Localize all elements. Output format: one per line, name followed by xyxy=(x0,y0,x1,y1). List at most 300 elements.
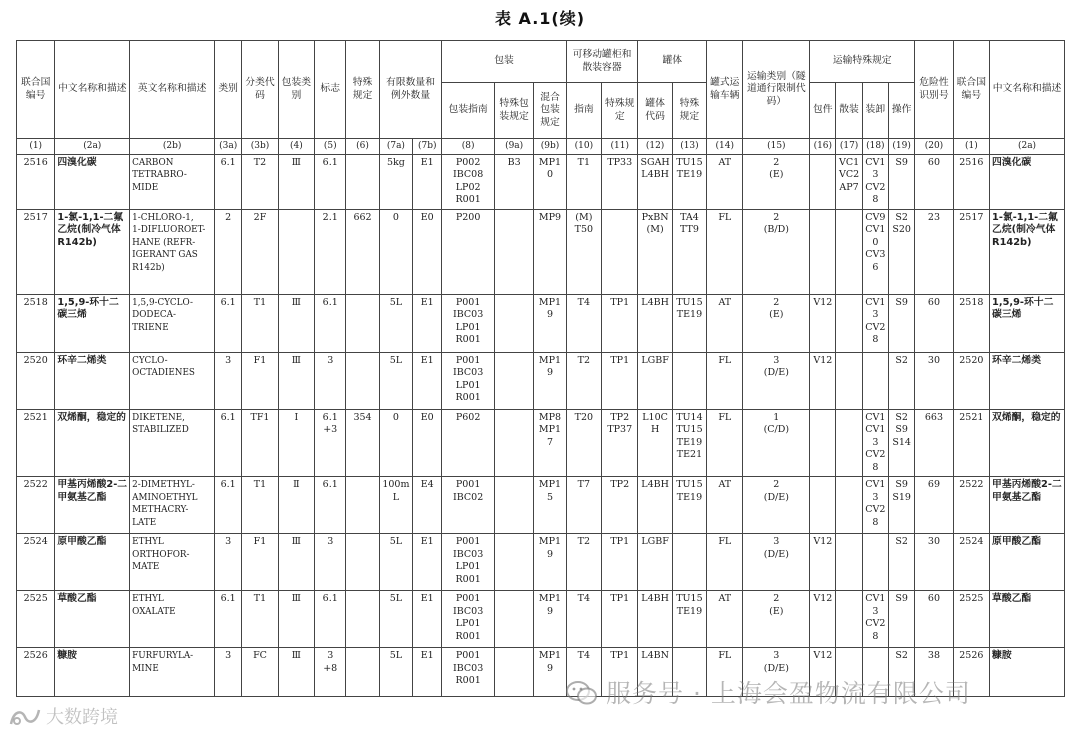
table-cell: TP1 xyxy=(602,591,638,648)
table-cell: TP1 xyxy=(602,648,638,697)
header-pack-special: 特殊包装规定 xyxy=(494,83,533,139)
table-cell: 100mL xyxy=(379,477,412,534)
table-cell: 2.1 xyxy=(315,209,346,294)
table-cell xyxy=(278,209,314,294)
table-cell: 2 (E) xyxy=(743,154,810,209)
table-cell: 662 xyxy=(346,209,379,294)
table-cell: 2 (E) xyxy=(743,591,810,648)
table-cell: Ⅲ xyxy=(278,591,314,648)
table-cell: P001 IBC03 LP01 R001 xyxy=(442,534,495,591)
table-cell xyxy=(672,534,706,591)
table-cell: 3 (D/E) xyxy=(743,648,810,697)
table-cell: TU15 TE19 xyxy=(672,294,706,352)
header-hazard-id: 危险性识别号 xyxy=(915,41,953,139)
table-cell: FL xyxy=(707,648,743,697)
table-cell xyxy=(836,209,862,294)
table-cell: 2517 xyxy=(953,209,989,294)
table-cell: 2F xyxy=(242,209,278,294)
header-labels: 标志 xyxy=(315,41,346,139)
header-packaging: 包装 xyxy=(442,41,566,83)
header-st-pack: 包件 xyxy=(810,83,836,139)
header-tank-code: 罐体代码 xyxy=(638,83,672,139)
column-number: (17) xyxy=(836,139,862,155)
column-number: (5) xyxy=(315,139,346,155)
header-tank-special: 特殊规定 xyxy=(672,83,706,139)
table-cell: 2524 xyxy=(953,534,989,591)
table-cell: T4 xyxy=(566,591,601,648)
table-cell xyxy=(836,534,862,591)
header-st-bulk: 散装 xyxy=(836,83,862,139)
table-cell xyxy=(494,409,533,477)
table-cell: 2520 xyxy=(17,352,55,409)
table-cell: 6.1 xyxy=(315,294,346,352)
table-cell: 3 xyxy=(315,534,346,591)
table-cell: 2516 xyxy=(17,154,55,209)
table-cell: P200 xyxy=(442,209,495,294)
table-cell: 1-CHLORO-1, 1-DIFLUOROET- HANE (REFR- IGERANT GAS R142b) xyxy=(130,209,215,294)
table-cell: TU15 TE19 xyxy=(672,477,706,534)
wechat-icon xyxy=(566,680,598,706)
table-cell xyxy=(836,409,862,477)
table-cell: T2 xyxy=(566,352,601,409)
table-cell: FL xyxy=(707,209,743,294)
table-cell: 2 (E) xyxy=(743,294,810,352)
table-cell: 5L xyxy=(379,294,412,352)
header-class: 类别 xyxy=(215,41,242,139)
header-portable-tank: 可移动罐柜和散装容器 xyxy=(566,41,638,83)
table-cell: FURFURYLA- MINE xyxy=(130,648,215,697)
table-cell: 3 (D/E) xyxy=(743,352,810,409)
column-number: (13) xyxy=(672,139,706,155)
table-cell xyxy=(494,294,533,352)
table-cell: 5L xyxy=(379,591,412,648)
table-cell: 6.1 xyxy=(215,477,242,534)
table-cell xyxy=(602,209,638,294)
table-cell: (M) T50 xyxy=(566,209,601,294)
table-cell: E1 xyxy=(413,534,442,591)
table-cell xyxy=(494,591,533,648)
table-cell xyxy=(346,591,379,648)
table-cell: 2 xyxy=(215,209,242,294)
table-cell: E0 xyxy=(413,409,442,477)
table-cell xyxy=(346,534,379,591)
table-cell: 1,5,9-CYCLO- DODECA- TRIENE xyxy=(130,294,215,352)
table-cell: T1 xyxy=(566,154,601,209)
table-cell: T2 xyxy=(566,534,601,591)
table-cell xyxy=(494,648,533,697)
table-cell: PxBN (M) xyxy=(638,209,672,294)
table-cell: FL xyxy=(707,534,743,591)
table-cell: 2516 xyxy=(953,154,989,209)
table-cell: P001 IBC03 LP01 R001 xyxy=(442,352,495,409)
table-cell: 2520 xyxy=(953,352,989,409)
column-number: (19) xyxy=(888,139,914,155)
header-name-en: 英文名称和描述 xyxy=(130,41,215,139)
table-cell: 甲基丙烯酸2-二甲氨基乙酯 xyxy=(990,477,1065,534)
table-cell: 5L xyxy=(379,648,412,697)
column-number: (12) xyxy=(638,139,672,155)
table-cell: Ⅲ xyxy=(278,534,314,591)
table-cell: S9 xyxy=(888,591,914,648)
table-cell: F1 xyxy=(242,534,278,591)
column-number: (2a) xyxy=(990,139,1065,155)
table-body xyxy=(17,154,1065,697)
table-cell: L4BH xyxy=(638,294,672,352)
table-cell: V12 xyxy=(810,648,836,697)
table-cell: E1 xyxy=(413,591,442,648)
table-cell: AT xyxy=(707,154,743,209)
table-cell: FL xyxy=(707,409,743,477)
table-cell: LGBF xyxy=(638,534,672,591)
table-cell: 2526 xyxy=(17,648,55,697)
header-name-zh: 中文名称和描述 xyxy=(55,41,130,139)
table-cell: 60 xyxy=(915,154,953,209)
table-cell: E1 xyxy=(413,154,442,209)
header-limited-qty: 有限数量和例外数量 xyxy=(379,41,442,139)
table-cell: E4 xyxy=(413,477,442,534)
table-cell: 2517 xyxy=(17,209,55,294)
column-number: (3a) xyxy=(215,139,242,155)
column-number: (2a) xyxy=(55,139,130,155)
table-cell: 1,5,9-环十二碳三烯 xyxy=(55,294,130,352)
table-cell: 0 xyxy=(379,209,412,294)
table-cell: S9 xyxy=(888,294,914,352)
table-cell: V12 xyxy=(810,352,836,409)
table-row xyxy=(17,534,1065,591)
table-cell: AT xyxy=(707,294,743,352)
table-cell: 2518 xyxy=(17,294,55,352)
table-cell xyxy=(346,352,379,409)
table-cell: 0 xyxy=(379,409,412,477)
table-cell: 四溴化碳 xyxy=(990,154,1065,209)
column-number: (15) xyxy=(743,139,810,155)
table-cell xyxy=(810,477,836,534)
table-cell: 双烯酮，稳定的 xyxy=(990,409,1065,477)
table-cell: 6.1 xyxy=(315,477,346,534)
header-transport-category: 运输类别（隧道通行限制代码） xyxy=(743,41,810,139)
table-row xyxy=(17,352,1065,409)
table-cell xyxy=(346,648,379,697)
table-cell: ETHYL OXALATE xyxy=(130,591,215,648)
table-cell: ETHYL ORTHOFOR- MATE xyxy=(130,534,215,591)
brand-logo-icon xyxy=(8,706,42,728)
header-special-provisions: 特殊规定 xyxy=(346,41,379,139)
table-cell: E1 xyxy=(413,294,442,352)
table-cell: 糠胺 xyxy=(990,648,1065,697)
table-cell: CYCLO- OCTADIENES xyxy=(130,352,215,409)
column-number: (9a) xyxy=(494,139,533,155)
table-cell: T4 xyxy=(566,294,601,352)
table-cell: 1-氯-1,1-二氟乙烷(制冷气体 R142b) xyxy=(55,209,130,294)
column-number: (20) xyxy=(915,139,953,155)
table-cell: 四溴化碳 xyxy=(55,154,130,209)
table-cell: DIKETENE, STABILIZED xyxy=(130,409,215,477)
header-tank: 罐体 xyxy=(638,41,707,83)
table-row xyxy=(17,477,1065,534)
column-number: (14) xyxy=(707,139,743,155)
table-cell: 6.1 xyxy=(215,591,242,648)
table-cell: S2 S20 xyxy=(888,209,914,294)
table-cell: 2-DIMETHYL- AMINOETHYL METHACRY- LATE xyxy=(130,477,215,534)
table-cell: T1 xyxy=(242,294,278,352)
table-cell: T20 xyxy=(566,409,601,477)
table-cell: 5L xyxy=(379,534,412,591)
table-cell: TU15 TE19 xyxy=(672,591,706,648)
table-cell: 6.1 xyxy=(215,294,242,352)
table-cell: MP10 xyxy=(534,154,566,209)
header-class-code: 分类代码 xyxy=(242,41,278,139)
table-cell: TU14 TU15 TE19 TE21 xyxy=(672,409,706,477)
table-cell xyxy=(836,352,862,409)
table-cell: 23 xyxy=(915,209,953,294)
table-cell xyxy=(494,534,533,591)
header-pack-instr: 包装指南 xyxy=(442,83,495,139)
table-cell: CV13 CV28 xyxy=(862,294,888,352)
table-cell: 2525 xyxy=(953,591,989,648)
table-cell: TA4 TT9 xyxy=(672,209,706,294)
table-cell: 原甲酸乙酯 xyxy=(55,534,130,591)
table-cell: MP15 xyxy=(534,477,566,534)
table-cell: 3 xyxy=(215,352,242,409)
table-cell: 2525 xyxy=(17,591,55,648)
table-cell: E1 xyxy=(413,352,442,409)
header-un-no: 联合国编号 xyxy=(17,41,55,139)
header-pt-special: 特殊规定 xyxy=(602,83,638,139)
table-cell: F1 xyxy=(242,352,278,409)
table-cell: P001 IBC03 LP01 R001 xyxy=(442,591,495,648)
table-cell: 3 xyxy=(315,352,346,409)
table-cell: CV1 CV13 CV28 xyxy=(862,409,888,477)
table-cell: V12 xyxy=(810,534,836,591)
table-cell: 3 xyxy=(215,648,242,697)
table-row xyxy=(17,294,1065,352)
table-cell: 2524 xyxy=(17,534,55,591)
table-cell xyxy=(810,409,836,477)
table-cell xyxy=(494,352,533,409)
column-number: (4) xyxy=(278,139,314,155)
table-cell: TP1 xyxy=(602,534,638,591)
table-cell: V12 xyxy=(810,294,836,352)
table-cell: T7 xyxy=(566,477,601,534)
table-cell: P001 IBC02 xyxy=(442,477,495,534)
table-cell: L4BH xyxy=(638,477,672,534)
column-number: (1) xyxy=(17,139,55,155)
table-cell: 糠胺 xyxy=(55,648,130,697)
table-cell xyxy=(346,294,379,352)
table-cell xyxy=(810,209,836,294)
table-cell: P001 IBC03 LP01 R001 xyxy=(442,294,495,352)
table-cell: MP19 xyxy=(534,648,566,697)
table-cell xyxy=(494,477,533,534)
column-number: (3b) xyxy=(242,139,278,155)
table-cell: TP2 xyxy=(602,477,638,534)
table-cell xyxy=(836,591,862,648)
table-cell: P001 IBC03 R001 xyxy=(442,648,495,697)
table-cell: 69 xyxy=(915,477,953,534)
table-cell: MP19 xyxy=(534,534,566,591)
table-cell: 5kg xyxy=(379,154,412,209)
table-cell xyxy=(346,477,379,534)
table-cell xyxy=(672,352,706,409)
table-cell: 30 xyxy=(915,534,953,591)
table-cell: MP19 xyxy=(534,591,566,648)
table-cell: 2521 xyxy=(953,409,989,477)
table-cell: 2526 xyxy=(953,648,989,697)
table-cell: S2 xyxy=(888,534,914,591)
table-cell: S2 S9 S14 xyxy=(888,409,914,477)
table-cell: S9 S19 xyxy=(888,477,914,534)
table-cell: Ⅲ xyxy=(278,648,314,697)
table-cell: 环辛二烯类 xyxy=(990,352,1065,409)
header-vehicle: 罐式运输车辆 xyxy=(707,41,743,139)
table-cell: CV13 CV28 xyxy=(862,477,888,534)
column-number: (7a) xyxy=(379,139,412,155)
table-cell: 6.1 xyxy=(215,154,242,209)
header-st-load: 装卸 xyxy=(862,83,888,139)
table-cell: 2522 xyxy=(953,477,989,534)
table-cell: 60 xyxy=(915,591,953,648)
table-title: 表 A.1(续) xyxy=(494,9,586,28)
table-cell: 30 xyxy=(915,352,953,409)
header-un-no-repeat: 联合国编号 xyxy=(953,41,989,139)
table-cell: 6.1 +3 xyxy=(315,409,346,477)
table-cell: 2 (D/E) xyxy=(743,477,810,534)
watermark-right-text: 服务号 · 上海会盈物流有限公司 xyxy=(606,679,971,708)
table-cell xyxy=(494,209,533,294)
table-cell: 3 +8 xyxy=(315,648,346,697)
table-cell: Ⅲ xyxy=(278,294,314,352)
table-cell: V12 xyxy=(810,591,836,648)
table-cell: TP2 TP37 xyxy=(602,409,638,477)
table-cell: CV13 CV28 xyxy=(862,154,888,209)
table-cell: SGAH L4BH xyxy=(638,154,672,209)
column-number-row xyxy=(17,139,1065,155)
table-cell: 草酸乙酯 xyxy=(55,591,130,648)
table-cell: TF1 xyxy=(242,409,278,477)
table-cell: E1 xyxy=(413,648,442,697)
header-st-op: 操作 xyxy=(888,83,914,139)
table-row xyxy=(17,591,1065,648)
table-cell: T1 xyxy=(242,477,278,534)
column-number: (18) xyxy=(862,139,888,155)
table-cell: 663 xyxy=(915,409,953,477)
table-cell: TU15 TE19 xyxy=(672,154,706,209)
table-cell: TP1 xyxy=(602,294,638,352)
table-cell: TP1 xyxy=(602,352,638,409)
header-special-transport: 运输特殊规定 xyxy=(810,41,915,83)
table-cell: LGBF xyxy=(638,352,672,409)
table-cell: S2 xyxy=(888,352,914,409)
column-number: (7b) xyxy=(413,139,442,155)
column-number: (8) xyxy=(442,139,495,155)
table-cell: FL xyxy=(707,352,743,409)
table-cell: T4 xyxy=(566,648,601,697)
header-mixed-pack: 混合包装规定 xyxy=(534,83,566,139)
table-cell: 354 xyxy=(346,409,379,477)
table-cell: MP8 MP17 xyxy=(534,409,566,477)
table-cell: 2521 xyxy=(17,409,55,477)
dangerous-goods-table xyxy=(16,40,1065,697)
table-cell: 环辛二烯类 xyxy=(55,352,130,409)
watermark-left xyxy=(8,703,118,729)
table-cell: P002 IBC08 LP02 R001 xyxy=(442,154,495,209)
header-packing-group: 包装类别 xyxy=(278,41,314,139)
table-row xyxy=(17,409,1065,477)
table-cell: 6.1 xyxy=(315,591,346,648)
table-cell: T1 xyxy=(242,591,278,648)
table-cell: VC1 VC2 AP7 xyxy=(836,154,862,209)
table-cell: Ⅰ xyxy=(278,409,314,477)
table-cell: 6.1 xyxy=(215,409,242,477)
table-cell: B3 xyxy=(494,154,533,209)
table-cell: AT xyxy=(707,591,743,648)
header-pt-instr: 指南 xyxy=(566,83,601,139)
table-cell: 60 xyxy=(915,294,953,352)
table-cell: 2518 xyxy=(953,294,989,352)
table-cell: 双烯酮，稳定的 xyxy=(55,409,130,477)
column-number: (10) xyxy=(566,139,601,155)
table-cell: 原甲酸乙酯 xyxy=(990,534,1065,591)
watermark-left-text: 大数跨境 xyxy=(46,707,118,728)
table-cell: L4BH xyxy=(638,591,672,648)
table-cell: S9 xyxy=(888,154,914,209)
watermark-right xyxy=(566,674,971,710)
table-cell xyxy=(346,154,379,209)
column-number: (16) xyxy=(810,139,836,155)
table-cell: MP19 xyxy=(534,294,566,352)
table-cell: 3 (D/E) xyxy=(743,534,810,591)
table-cell: FC xyxy=(242,648,278,697)
table-cell: MP9 xyxy=(534,209,566,294)
column-number: (2b) xyxy=(130,139,215,155)
column-number: (1) xyxy=(953,139,989,155)
table-cell: S2 xyxy=(888,648,914,697)
table-cell: Ⅲ xyxy=(278,154,314,209)
table-cell xyxy=(862,352,888,409)
table-cell: E0 xyxy=(413,209,442,294)
table-cell: MP19 xyxy=(534,352,566,409)
table-cell: L10CH xyxy=(638,409,672,477)
table-cell: Ⅲ xyxy=(278,352,314,409)
table-cell: 2 (B/D) xyxy=(743,209,810,294)
table-cell: 1-氯-1,1-二氟乙烷(制冷气体 R142b) xyxy=(990,209,1065,294)
column-number: (9b) xyxy=(534,139,566,155)
table-cell: T2 xyxy=(242,154,278,209)
table-cell: 甲基丙烯酸2-二甲氨基乙酯 xyxy=(55,477,130,534)
table-row xyxy=(17,209,1065,294)
column-number: (11) xyxy=(602,139,638,155)
table-cell: 1 (C/D) xyxy=(743,409,810,477)
table-cell: 2522 xyxy=(17,477,55,534)
table-cell: 3 xyxy=(215,534,242,591)
table-cell: P602 xyxy=(442,409,495,477)
table-cell: 38 xyxy=(915,648,953,697)
table-cell: AT xyxy=(707,477,743,534)
table-cell xyxy=(862,534,888,591)
header-name-zh-repeat: 中文名称和描述 xyxy=(990,41,1065,139)
table-cell: L4BN xyxy=(638,648,672,697)
table-cell: 草酸乙酯 xyxy=(990,591,1065,648)
table-cell xyxy=(836,477,862,534)
table-cell: 6.1 xyxy=(315,154,346,209)
table-cell xyxy=(810,154,836,209)
table-row xyxy=(17,154,1065,209)
table-cell: CARBON TETRABRO- MIDE xyxy=(130,154,215,209)
table-cell xyxy=(836,294,862,352)
table-cell: TP33 xyxy=(602,154,638,209)
column-number: (6) xyxy=(346,139,379,155)
table-cell: CV9 CV10 CV36 xyxy=(862,209,888,294)
